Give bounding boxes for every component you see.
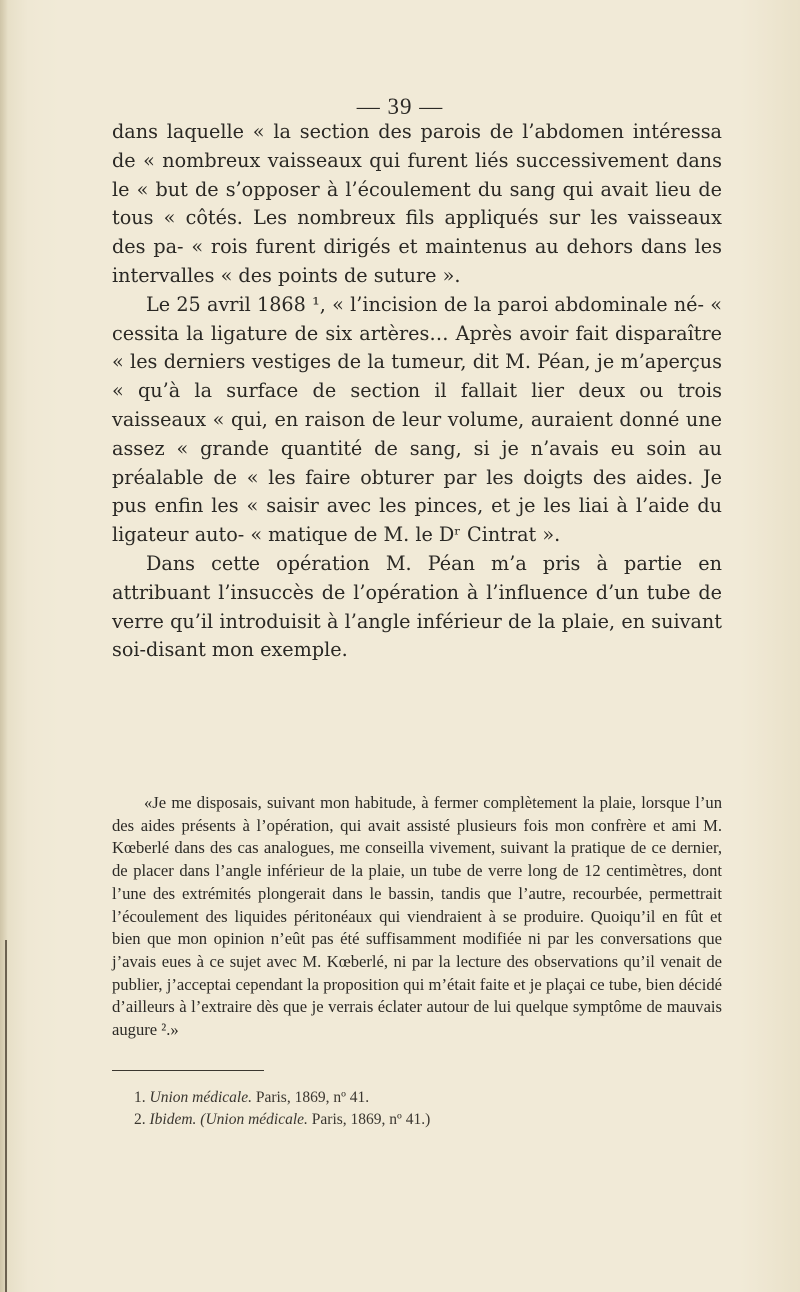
footnote-separator [112, 1070, 264, 1071]
main-text [112, 118, 722, 665]
binding-edge [5, 940, 7, 1292]
footnote-marker: 2. [134, 1111, 146, 1128]
paragraph-3: Dans cette opération M. Péan m’a pris à partie en attribuant l’insuccès de l’opération à l’influence d’un tube de verre qu’il introduisit à l’angle inférieur de la plaie, en suivant soi-disant mon exemple. [112, 551, 722, 662]
block-quote: «Je me disposais, suivant mon habitude, à fermer complètement la plaie, lorsque l’un des aides présents à l’opération, qui avait assisté plusieurs fois mon confrère et ami M. Kœberlé dans des cas analogues, me conseilla vivement, suivant la pratique de ce dernier, de placer dans l’angle inférieur de la plaie, un tube de verre long de 12 centimètres, dont l’une des extrémités plongerait dans le bassin, tandis que l’autre, recourbée, permettrait l’écoulement des liquides péritonéaux qui viendraient à se produire. Quoiqu’il en fût et bien que mon opinion n’eût pas été suffisamment modifiée ni par les conversations que j’avais eues à ce sujet avec M. Kœberlé, ni par la lecture des observations qu’il venait de publier, j’acceptai cependant la proposition qui m’était faite et je plaçai ce tube, bien décidé d’ailleurs à l’extraire dès que je verrais éclater autour de lui quelque symptôme de mauvais augure ².» [112, 793, 722, 1040]
paragraph-1: dans laquelle « la section des parois de l’abdomen intéressa de « nombreux vaisseaux qui furent liés successivement dans le « but de s’opposer à l’écoulement du sang qui avait lieu de tous « côtés. Les nombreux fils appliqués sur les vaisseaux des pa- « rois furent dirigés et maintenus au dehors dans les intervalles « des points de suture ». [112, 120, 722, 287]
paragraph-2: Le 25 avril 1868 ¹, « l’incision de la paroi abdominale né- « cessita la ligature de six artères… Après avoir fait disparaître « les derniers vestiges de la tumeur, dit M. Péan, je m’aperçus « qu’à la surface de section il fallait lier deux ou trois vaisseaux « qui, en raison de leur volume, auraient donné une assez « grande quantité de sang, si je n’avais eu soin au préalable de « les faire obturer par les doigts des aides. Je pus enfin les « saisir avec les pinces, et je les liai à l’aide du ligateur auto- « matique de M. le Dʳ Cintrat ». [112, 292, 722, 547]
footnote-source-title: Ibidem. (Union médicale. [149, 1111, 308, 1128]
page-number: — 39 — [356, 94, 444, 119]
footnote-2 [112, 1109, 722, 1131]
footnote-1 [112, 1087, 722, 1109]
footnote-marker: 1. [134, 1089, 146, 1106]
footnote-details: Paris, 1869, nº 41. [251, 1089, 370, 1106]
footnote-source-title: Union médicale. [149, 1089, 252, 1106]
footnote-details: Paris, 1869, nº 41.) [307, 1111, 431, 1128]
footnotes [112, 1087, 722, 1131]
